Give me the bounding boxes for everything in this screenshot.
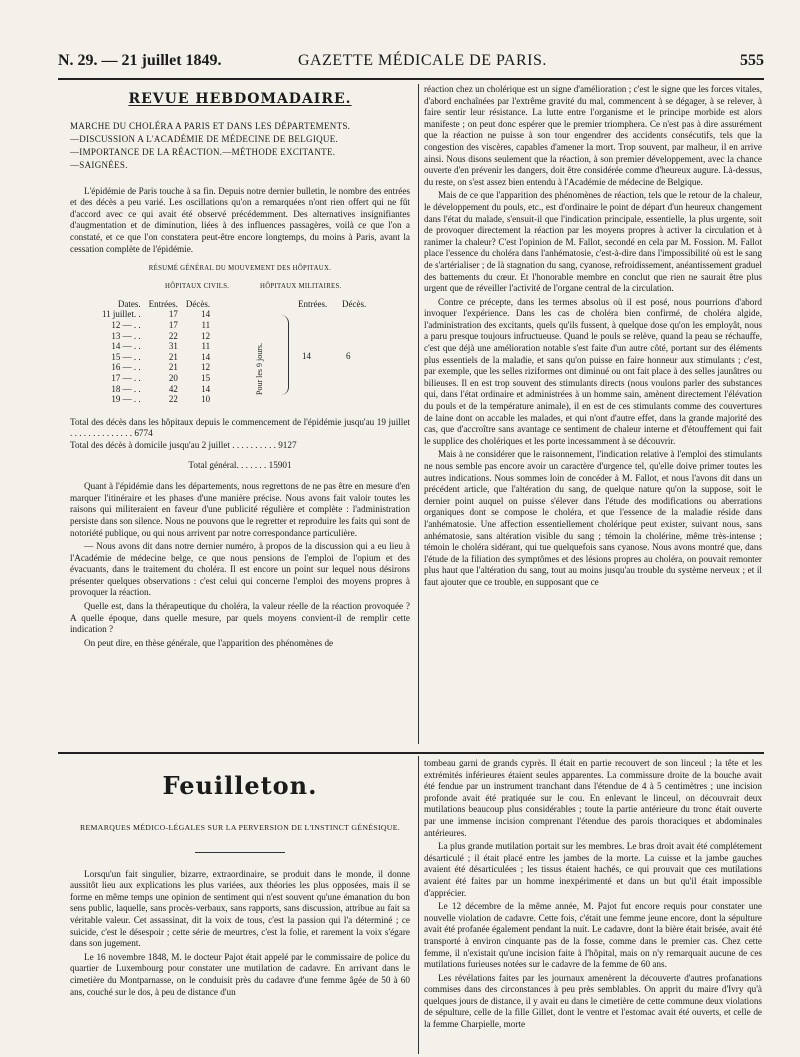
- brace: [278, 315, 289, 395]
- total-home: Total des décès à domicile jusqu'au 2 juillet . . . . . . . . . . 9127: [70, 439, 297, 450]
- revue-summary: [70, 120, 410, 172]
- paragraph: L'épidémie de Paris touche à sa fin. Depuis notre dernier bulletin, le nombre des entrées et des décès a peu varié. Les oscillations qu'on a remarquées n'ont rien offert qui ne fût d'accord avec ce qui avait été observé précédemment. Des alternatives insignifiantes d'augmentation et de diminution, liées à des influences passagères, voilà ce que l'on a constaté, et ce que l'on constatera peut-être encore longtemps, du moins à Paris, avant la cessation complète de l'épidémie.: [70, 185, 410, 254]
- journal-title: GAZETTE MÉDICALE DE PARIS.: [298, 52, 547, 69]
- cell-deces: 15: [201, 372, 211, 383]
- total-value: 6774: [134, 428, 153, 439]
- total-general: [70, 460, 410, 472]
- summary-line: MARCHE DU CHOLÉRA A PARIS ET DANS LES DÉPARTEMENTS.: [70, 120, 351, 131]
- cell-entrees: 31: [168, 341, 178, 352]
- hospitals-military-header: HÔPITAUX MILITAIRES.: [260, 282, 342, 290]
- cell-deces: 10: [201, 394, 211, 405]
- totals: [70, 417, 410, 452]
- cell-date: 19 — . .: [111, 394, 141, 405]
- total-label: Total des décès dans les hôpitaux depuis le commencement de l'épidémie jusqu'au 19 juillet: [70, 416, 410, 427]
- table-title: RÉSUMÉ GÉNÉRAL DU MOUVEMENT DES HÔPITAUX.: [148, 265, 332, 273]
- cell-deces: 12: [201, 330, 211, 341]
- cell-deces: 14: [201, 383, 211, 394]
- total-general-label: Total général. . . . . . .: [188, 459, 267, 470]
- mil-deces-value: 6: [346, 350, 351, 361]
- paragraph: Le 12 décembre de la même année, M. Pajot fut encore requis pour constater une nouvelle violation de cadavre. Cette fois, c'était une femme jeune encore, dont la sépulture avait été profanée également pendant la nuit. Le cadavre, dont la bière était brisée, avait été transporté à environ cinquante pas de la fosse, comme dans le premier cas. Chez cette femme, il n'existait qu'une incision faite à l'hôpital, mais on n'y remarquait aucune de ces mutilations furieuses notées sur le cadavre de la femme de 60 ans.: [424, 901, 762, 970]
- cell-date: 16 — . .: [111, 362, 141, 373]
- total-label: Total des décès à domicile jusqu'au 2 juillet: [70, 439, 230, 450]
- table-row: [102, 331, 218, 342]
- col-deces: Décès.: [185, 298, 211, 309]
- table-row: [102, 394, 218, 405]
- military-block: [250, 299, 410, 417]
- total-value: 9127: [278, 439, 297, 450]
- cell-deces: 14: [201, 309, 211, 320]
- col-dates: Dates.: [117, 298, 141, 309]
- total-general-value: 15901: [268, 459, 292, 470]
- mil-period-label: Pour les 9 jours.: [255, 342, 264, 395]
- issue-number: N. 29. — 21 juillet 1849.: [58, 52, 222, 69]
- table-row: [102, 373, 218, 384]
- right-column: [424, 84, 762, 744]
- feuilleton-rule: [58, 752, 764, 754]
- paragraph: La plus grande mutilation portait sur les membres. Le bras droit avait été complétement désarticulé ; il était placé entre les jambes de la morte. La cuisse et la jambe gauches avaient été désarticulées ; les tissus étaient hachés, ce qui prouvait que ces mutilations avaient été faites par un homme inexpérimenté et dans un but qu'il était impossible d'apprécier.: [424, 841, 762, 898]
- cell-entrees: 20: [168, 372, 178, 383]
- cell-entrees: 17: [168, 309, 178, 320]
- paragraph: Quelle est, dans la thérapeutique du choléra, la valeur réelle de la réaction provoquée ? A quelle époque, dans quelle mesure, par quels moyens convient-il de remplir cette indication ?: [70, 601, 410, 635]
- feuilleton-title: Feuilleton.: [162, 771, 318, 800]
- cell-entrees: 22: [168, 394, 178, 405]
- mil-col-deces: Décès.: [342, 298, 367, 309]
- cell-deces: 12: [201, 362, 211, 373]
- cell-date: 15 — . .: [111, 351, 141, 362]
- table-group-headers: [70, 281, 410, 295]
- cell-deces: 14: [201, 351, 211, 362]
- table-row: [102, 309, 218, 320]
- table-row: [102, 352, 218, 363]
- cell-date: 11 juillet. .: [102, 309, 141, 320]
- paragraph: Le 16 novembre 1848, M. le docteur Pajot était appelé par le commissaire de police du quartier de Luxembourg pour constater une mutilation de cadavre. En arrivant dans le cimetière du Montparnasse, on le conduisit près du cadavre d'une femme âgée de 50 à 60 ans, couché sur le dos, à peu de distance d'un: [70, 951, 410, 997]
- feuilleton-left-column: [70, 758, 410, 1054]
- col-entrees: Entrées.: [148, 298, 178, 309]
- table-row: [102, 384, 218, 395]
- total-hospitals: Total des décès dans les hôpitaux depuis le commencement de l'épidémie jusqu'au 19 juillet . . . . . . . . . . . . . . 6774: [70, 416, 410, 439]
- cell-entrees: 21: [168, 362, 178, 373]
- table-row: [102, 320, 218, 331]
- paragraph: Mais à ne considérer que le raisonnement, l'indication relative à l'emploi des stimulants ne nous semble pas encore avoir un caractère d'urgence tel, qu'elle doive primer toutes les autres indications. Nous sommes loin de concéder à M. Fallot, et nous l'avons dit dans un précédent article, que l'altération du sang, de quelque nature qu'on la suppose, soit le dernier point auquel on puisse s'élever dans l'étude des modifications ou aberrations organiques dont se compose le choléra, et que l'essence de la maladie réside dans l'anhématosie. Une affection essentiellement cholérique peut exister, suivant nous, sans anhématosie, sans altération visible du sang ; témoin la cholérine, même très-intense ; témoin le choléra sidérant, qui tue quelquefois sans cyanose. Nous avons montré que, dans l'étude de la filiation des symptômes et des lésions propres au choléra, on pouvait remonter plus haut que l'altération du sang, tout au moins jusqu'au trouble du système nerveux ; et il faut ajouter que ce trouble, en supposant que ce: [424, 449, 762, 587]
- paragraph: Lorsqu'un fait singulier, bizarre, extraordinaire, se produit dans le monde, il donne aussitôt lieu aux explications les plus variées, aux théories les plus opposées, mais il se forme en même temps une opinion de sentiment qui n'est souvent qu'une émanation du bon sens public, laquelle, sans procès-verbaux, sans rapports, sans discussion, attribue au fait sa véritable valeur. Cet assassinat, dit la voix de tous, c'est la passion qui l'a déterminé ; ce suicide, c'est le désespoir ; cette série de meurtres, c'est la folie, et rarement la voix s'égare dans son jugement.: [70, 868, 410, 949]
- paragraph: Mais de ce que l'apparition des phénomènes de réaction, tels que le retour de la chaleur, le développement du pouls, etc., est d'ordinaire le point de départ d'un heureux changement dans l'état du malade, s'ensuit-il que l'indication principale, essentielle, la plus urgente, soit de provoquer directement la réaction par les moyens propres à activer la circulation et à ranimer la chaleur? C'est l'opinion de M. Fallot, secondé en cela par M. Fossion. M. Fallot place l'essence du choléra dans l'anhématosie, c'est-à-dire dans l'impossibilité où est le sang de s'artérialiser ; de là stagnation du sang, cyanose, refroidissement, anéantissement graduel des battements du cœur. Et l'honorable membre en conclut que rien ne saurait être plus urgent que de réveiller l'activité de l'organe central de la circulation.: [424, 190, 762, 294]
- cell-date: 12 — . .: [111, 319, 141, 330]
- mil-entrees-value: 14: [302, 350, 311, 361]
- summary-line: —DISCUSSION A L'ACADÉMIE DE MÉDECINE DE BELGIQUE.: [70, 133, 339, 144]
- page-number: 555: [740, 52, 764, 69]
- cell-entrees: 17: [168, 319, 178, 330]
- cell-deces: 11: [201, 341, 211, 352]
- cell-entrees: 21: [168, 351, 178, 362]
- cell-entrees: 42: [168, 383, 178, 394]
- paragraph: — Nous avons dit dans notre dernier numéro, à propos de la discussion qui a eu lieu à l'Académie de médecine belge, ce que nous pensions de l'emploi de l'opium et des évacuants, dans le traitement du choléra. Il est encore un point sur lequel nous désirons présenter quelques observations : c'est celui qui concerne l'emploi des moyens propres à provoquer la réaction.: [70, 541, 410, 598]
- feuilleton-subtitle: REMARQUES MÉDICO-LÉGALES SUR LA PERVERSION DE L'INSTINCT GÉNÉSIQUE.: [79, 822, 401, 832]
- cell-entrees: 22: [168, 330, 178, 341]
- paragraph: tombeau garni de grands cyprès. Il était en partie recouvert de son linceul ; la tête et les extrémités inférieures étaient seules apparentes. La commissure droite de la bouche avait été fendue par un instrument tranchant dans l'étendue de 4 à 5 centimètres ; une incision profonde avait été pratiquée sur le cou. En enlevant le linceul, on découvrait deux mutilations beaucoup plus considérables ; toute la partie antérieure du tronc était ouverte par une immense incision comprenant l'étendue des parois thoraciques et abdominales antérieures.: [424, 758, 762, 838]
- summary-line: —IMPORTANCE DE LA RÉACTION.—MÉTHODE EXCITANTE.: [70, 146, 336, 157]
- page-header: [58, 52, 764, 74]
- mil-col-entrees: Entrées.: [298, 298, 328, 309]
- table-header-row: [102, 299, 218, 310]
- table-row: [102, 362, 218, 373]
- paragraph: réaction chez un cholérique est un signe d'amélioration ; c'est le signe que les forces vitales, d'abord enchaînées par l'extrême gravité du mal, commencent à se dégager, à se relever, à faire sentir leur résistance. La lutte entre l'organisme et le principe morbide est alors manifeste ; on peut donc espérer que le premier triomphera. Ce n'est pas à dire assurément que la réaction ne puisse à son tour engendrer des accidents consécutifs, tels que la congestion des viscères, capables d'amener la mort. Trop souvent, par malheur, il en arrive ainsi. Nous disons seulement que la réaction, à son premier développement, avec la chance ouverte d'en prévenir les dangers, doit être considérée comme d'heureux augure. Là-dessus, du reste, on s'est assez bien entendu à l'Académie de médecine de Belgique.: [424, 84, 762, 187]
- cell-deces: 11: [201, 319, 211, 330]
- cell-date: 18 — . .: [111, 383, 141, 394]
- stats-table: [102, 299, 218, 405]
- table-row: [102, 341, 218, 352]
- short-rule: [195, 852, 285, 853]
- revue-title: REVUE HEBDOMADAIRE.: [128, 91, 352, 107]
- paragraph: Les révélations faites par les journaux amenèrent la découverte d'autres profanations commises dans des circonstances à peu près semblables. On apprit du maire d'Ivry qu'à quelques jours de distance, il y avait eu dans le cimetière de cette commune deux violations de sépulture, celle de la fille Gillet, dont le ventre et l'estomac avait été ouverts, et celle de la femme Charpielle, morte: [424, 972, 762, 1030]
- paragraph: Contre ce précepte, dans les termes absolus où il est posé, nous pourrions d'abord invoquer l'expérience. Dans les cas de choléra bien confirmé, de choléra algide, l'administration des excitants, quels qu'ils fussent, à quelque dose qu'on les employât, nous a paru presque toujours infructueuse. Quand le pouls se relève, quand la peau se réchauffe, c'est que déjà une amélioration notable s'est faite d'un autre côté, portant sur des éléments plus essentiels de la maladie, et sans qu'on puisse en faire honneur aux stimulants ; c'est, par exemple, que les selles riziformes ont diminué ou ont fait place à des selles jaunâtres ou bilieuses. Il en est trop souvent des stimulants directs (nous voulons parler des substances qui, dans l'état ordinaire et administrées à un homme sain, amènent directement l'élévation du pouls et de la température animale), il en est de ces stimulants comme des couvertures de laine dont on accable les malades, et qui n'ont d'autre effet, dans la grande majorité des cas, que d'accroître sans avantage ce sentiment de chaleur interne et d'étouffement qui fait le supplice des cholériques et les porte incessamment à se découvrir.: [424, 296, 762, 446]
- column-divider: [418, 84, 419, 744]
- paragraph: On peut dire, en thèse générale, que l'apparition des phénomènes de: [84, 637, 334, 648]
- cell-date: 13 — . .: [111, 330, 141, 341]
- cell-date: 17 — . .: [111, 372, 141, 383]
- header-rule: [58, 78, 764, 80]
- feuilleton-right-column: [424, 758, 762, 1054]
- hospitals-civil-header: HÔPITAUX CIVILS.: [165, 282, 230, 290]
- revue-column: [70, 86, 410, 746]
- paragraph: Quant à l'épidémie dans les départements, nous regrettons de ne pas être en mesure d'en marquer l'itinéraire et les phases d'une manière précise. Nous avons fait valoir toutes les raisons qui militeraient en faveur d'une publicité régulière et complète : l'administration persiste dans son silence. Nous ne pouvons que le regretter et reproduire les faits qui sont de notoriété publique, ou qui nous arrivent par notre correspondance particulière.: [70, 481, 410, 538]
- cell-date: 14 — . .: [111, 341, 141, 352]
- column-divider: [418, 756, 419, 1054]
- summary-line: —SAIGNÉES.: [70, 159, 128, 170]
- stats-table-wrap: [70, 299, 410, 417]
